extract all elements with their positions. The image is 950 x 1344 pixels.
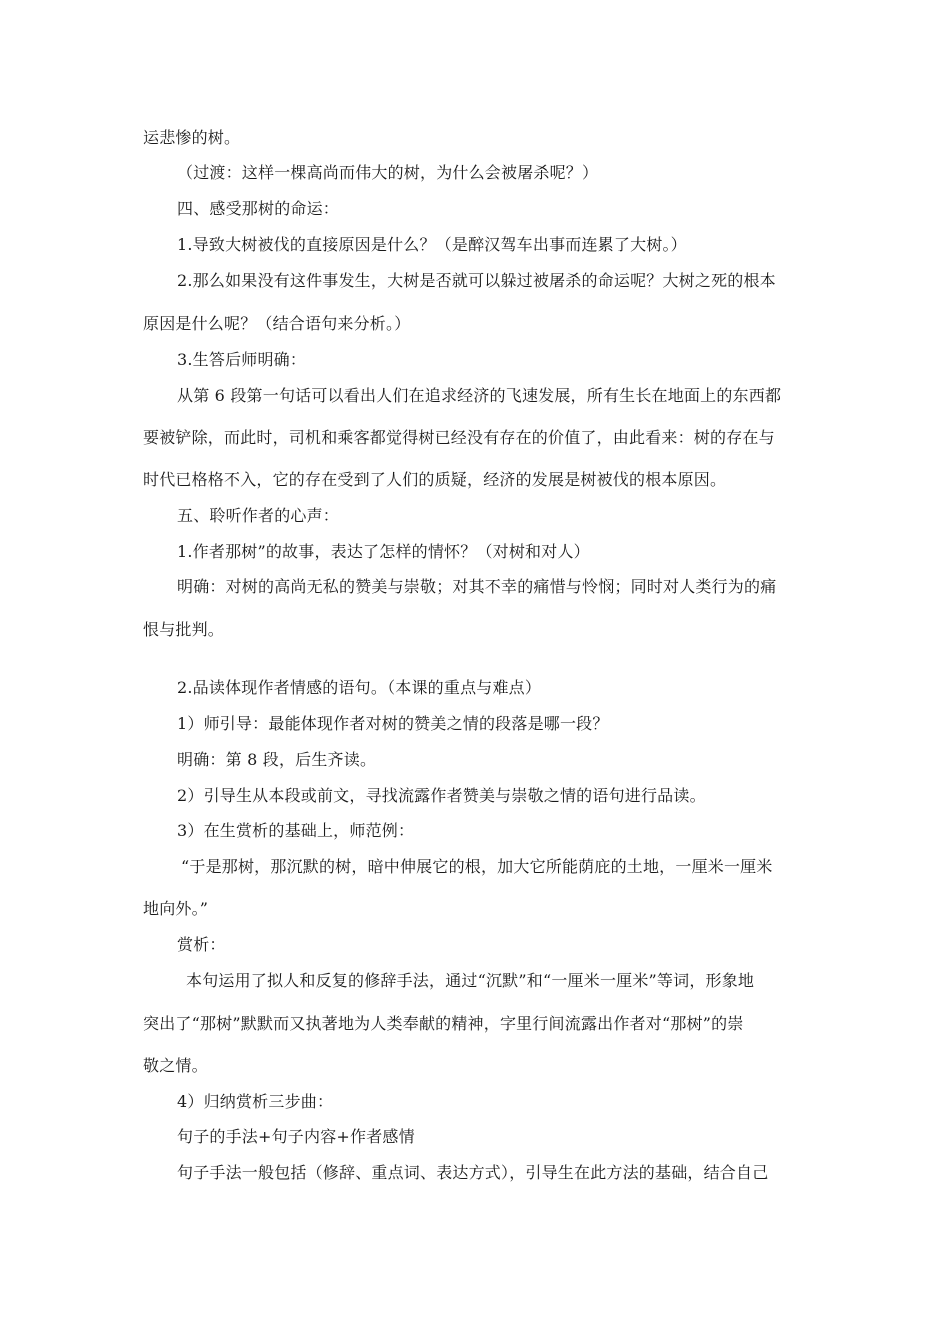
- text-line: 2.品读体现作者情感的语句。（本课的重点与难点）: [177, 678, 542, 697]
- text-line: 运悲惨的树。: [143, 128, 241, 147]
- text-line: 明确：第 8 段，后生齐读。: [177, 750, 377, 769]
- text-line: 2.那么如果没有这件事发生，大树是否就可以躲过被屠杀的命运呢？大树之死的根本: [177, 271, 776, 290]
- text-line: 3.生答后师明确：: [177, 350, 307, 369]
- text-line: 赏析：: [177, 935, 226, 954]
- text-line: 1.导致大树被伐的直接原因是什么？（是醉汉驾车出事而连累了大树。）: [177, 235, 687, 254]
- text-line: 1）师引导：最能体现作者对树的赞美之情的段落是哪一段？: [177, 714, 609, 733]
- text-line: 突出了“那树”默默而又执著地为人类奉献的精神，字里行间流露出作者对“那树”的崇: [143, 1014, 744, 1033]
- text-line: 从第 6 段第一句话可以看出人们在追求经济的飞速发展，所有生长在地面上的东西都: [177, 386, 782, 405]
- section-heading: 四、感受那树的命运：: [177, 199, 340, 218]
- quote-line: 地向外。”: [143, 899, 209, 918]
- text-line: 敬之情。: [143, 1056, 208, 1075]
- quote-line: “于是那树，那沉默的树，暗中伸展它的根，加大它所能荫庇的土地，一厘米一厘米: [181, 857, 773, 876]
- text-line: 3）在生赏析的基础上，师范例：: [177, 821, 415, 840]
- text-line: 4）归纳赏析三步曲：: [177, 1092, 334, 1111]
- text-line: 原因是什么呢？（结合语句来分析。）: [143, 314, 411, 333]
- text-line: 句子的手法+句子内容+作者感情: [177, 1127, 415, 1146]
- text-line: 要被铲除，而此时，司机和乘客都觉得树已经没有存在的价值了，由此看来：树的存在与: [143, 428, 775, 447]
- text-line: 恨与批判。: [143, 620, 225, 639]
- text-line: 句子手法一般包括（修辞、重点词、表达方式），引导生在此方法的基础，结合自己: [177, 1163, 769, 1182]
- section-heading: 五、聆听作者的心声：: [177, 506, 340, 525]
- text-line: 明确：对树的高尚无私的赞美与崇敬；对其不幸的痛惜与怜悯；同时对人类行为的痛: [177, 577, 777, 596]
- text-line: 本句运用了拟人和反复的修辞手法，通过“沉默”和“一厘米一厘米”等词，形象地: [186, 971, 755, 990]
- text-line: 时代已格格不入，它的存在受到了人们的质疑，经济的发展是树被伐的根本原因。: [143, 470, 727, 489]
- text-line: 2）引导生从本段或前文，寻找流露作者赞美与崇敬之情的语句进行品读。: [177, 786, 706, 805]
- text-line: 1.作者那树”的故事，表达了怎样的情怀？（对树和对人）: [177, 542, 590, 561]
- text-line: （过渡：这样一棵高尚而伟大的树，为什么会被屠杀呢？）: [177, 163, 599, 182]
